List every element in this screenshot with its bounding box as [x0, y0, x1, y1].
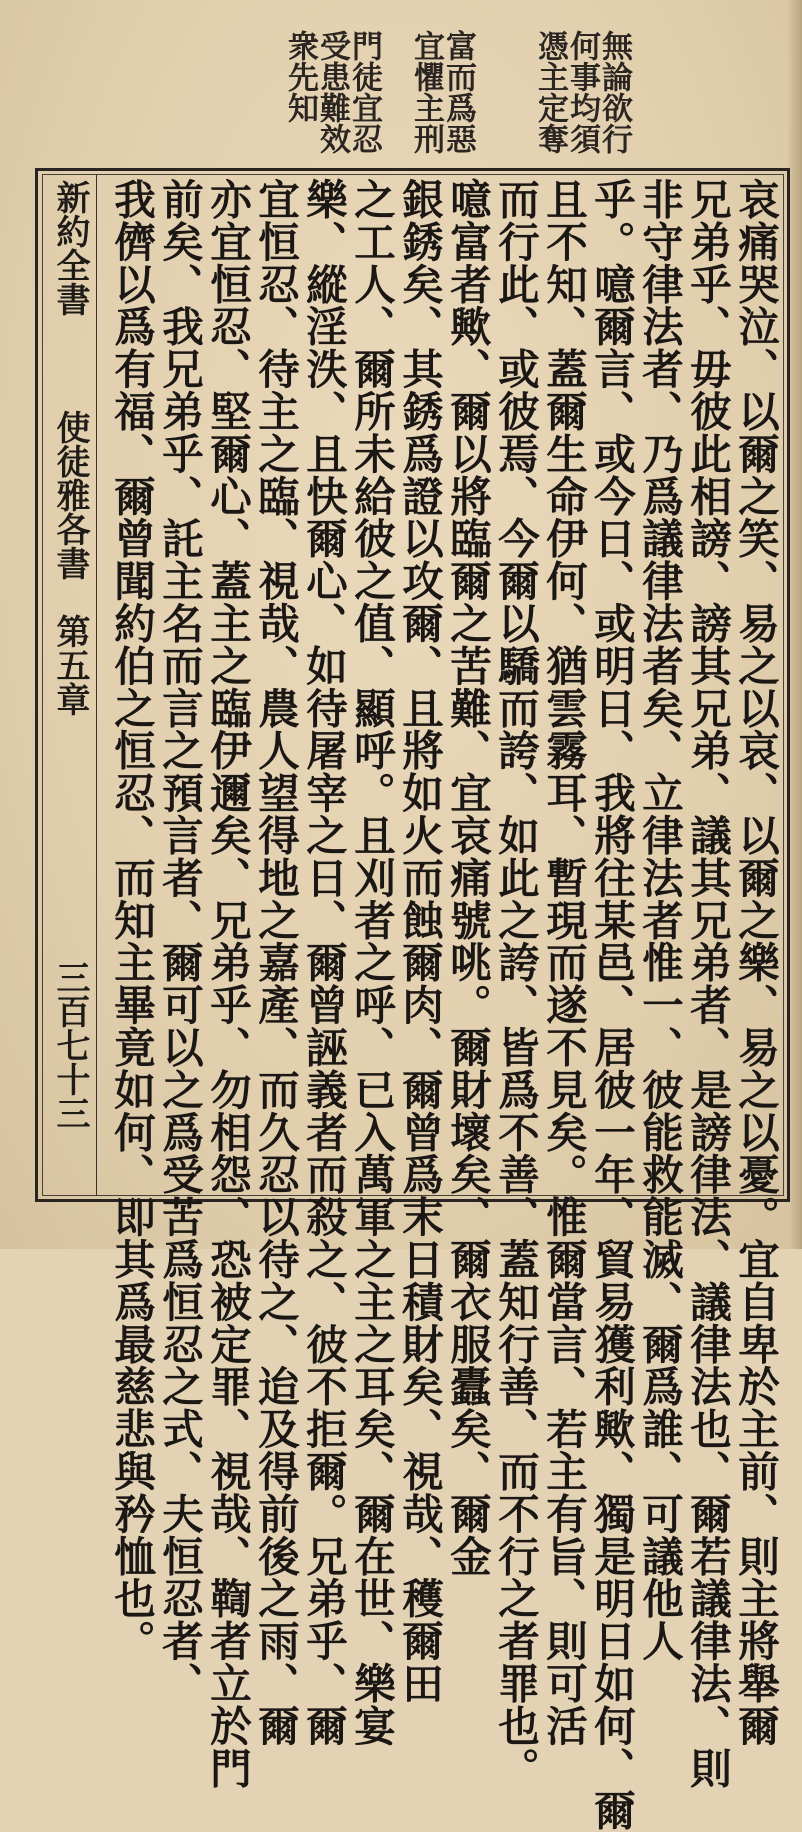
headnote-column: 無論欲行 — [596, 30, 632, 154]
headnote-column: 門徒宜忍 — [346, 30, 382, 154]
section-title: 使徒雅各書 第五章 — [50, 410, 90, 716]
body-text-column: 亦宜恒忍、堅爾心、蓋主之臨伊邇矣、兄弟乎、勿相怨、恐被定罪、視哉、鞫者立於門 — [203, 178, 252, 1790]
book-title: 新約全書 — [50, 180, 90, 316]
body-text-column: 而行此、或彼焉、今爾以驕而誇、如此之誇、皆爲不善、蓋知行善、而不行之者罪也。 — [491, 178, 540, 1790]
body-text-column: 宜恒忍、待主之臨、視哉、農人望得地之嘉產、而久忍以待之、迨及得前後之雨、爾 — [251, 178, 300, 1747]
headnote-column: 衆先知 — [282, 30, 318, 123]
page-number: 三百七十三 — [50, 960, 90, 1130]
body-text-column: 乎。噫爾言、或今日、或明日、我將往某邑、居彼一年、貿易獲利歟、獨是明日如何、爾 — [587, 178, 636, 1832]
headnote-column: 宜懼主刑 — [408, 30, 444, 154]
footer-divider-line — [96, 174, 97, 1196]
body-text-column: 前矣、我兄弟乎、託主名而言之預言者、爾可以之爲受苦爲恒忍之式、夫恒忍者、 — [155, 178, 204, 1705]
headnote-column: 何事均須 — [564, 30, 600, 154]
headnote-column: 受患難效 — [314, 30, 350, 154]
headnote-column: 富而爲惡 — [440, 30, 476, 154]
body-text-column: 非守律法者、乃爲議律法者矣、立律法者惟一、彼能救能滅、爾爲誰、可議他人 — [635, 178, 684, 1662]
body-text-column: 噫富者歟、爾以將臨爾之苦難、宜哀痛號咷。爾財壞矣、爾衣服蠹矣、爾金 — [443, 178, 492, 1578]
page-fold-edge — [788, 0, 802, 1249]
headnote-column: 憑主定奪 — [532, 30, 568, 154]
body-text-column: 兄弟乎、毋彼此相謗、謗其兄弟、議其兄弟者、是謗律法、議律法也、爾若議律法、則 — [683, 178, 732, 1790]
body-text-column: 樂、縱淫泆、且快爾心、如待屠宰之日、爾曾誣義者而殺之、彼不拒爾。兄弟乎、爾 — [299, 178, 348, 1747]
body-text-column: 且不知、蓋爾生命伊何、猶雲霧耳、暫現而遂不見矣。惟爾當言、若主有旨、則可活 — [539, 178, 588, 1747]
body-text-column: 之工人、爾所未給彼之值、顯呼。且刈者之呼、已入萬軍之主之耳矣、爾在世、樂宴 — [347, 178, 396, 1747]
body-text-column: 哀痛哭泣、以爾之笑、易之以哀、以爾之樂、易之以憂。宜自卑於主前、則主將舉爾 — [731, 178, 780, 1747]
body-text-column: 銀銹矣、其銹爲證以攻爾、且將如火而蝕爾肉、爾曾爲末日積財矣、視哉、穫爾田 — [395, 178, 444, 1705]
body-text-column: 我儕以爲有福、爾曾聞約伯之恒忍、而知主畢竟如何、即其爲最慈悲與矜恤也。 — [107, 178, 156, 1662]
